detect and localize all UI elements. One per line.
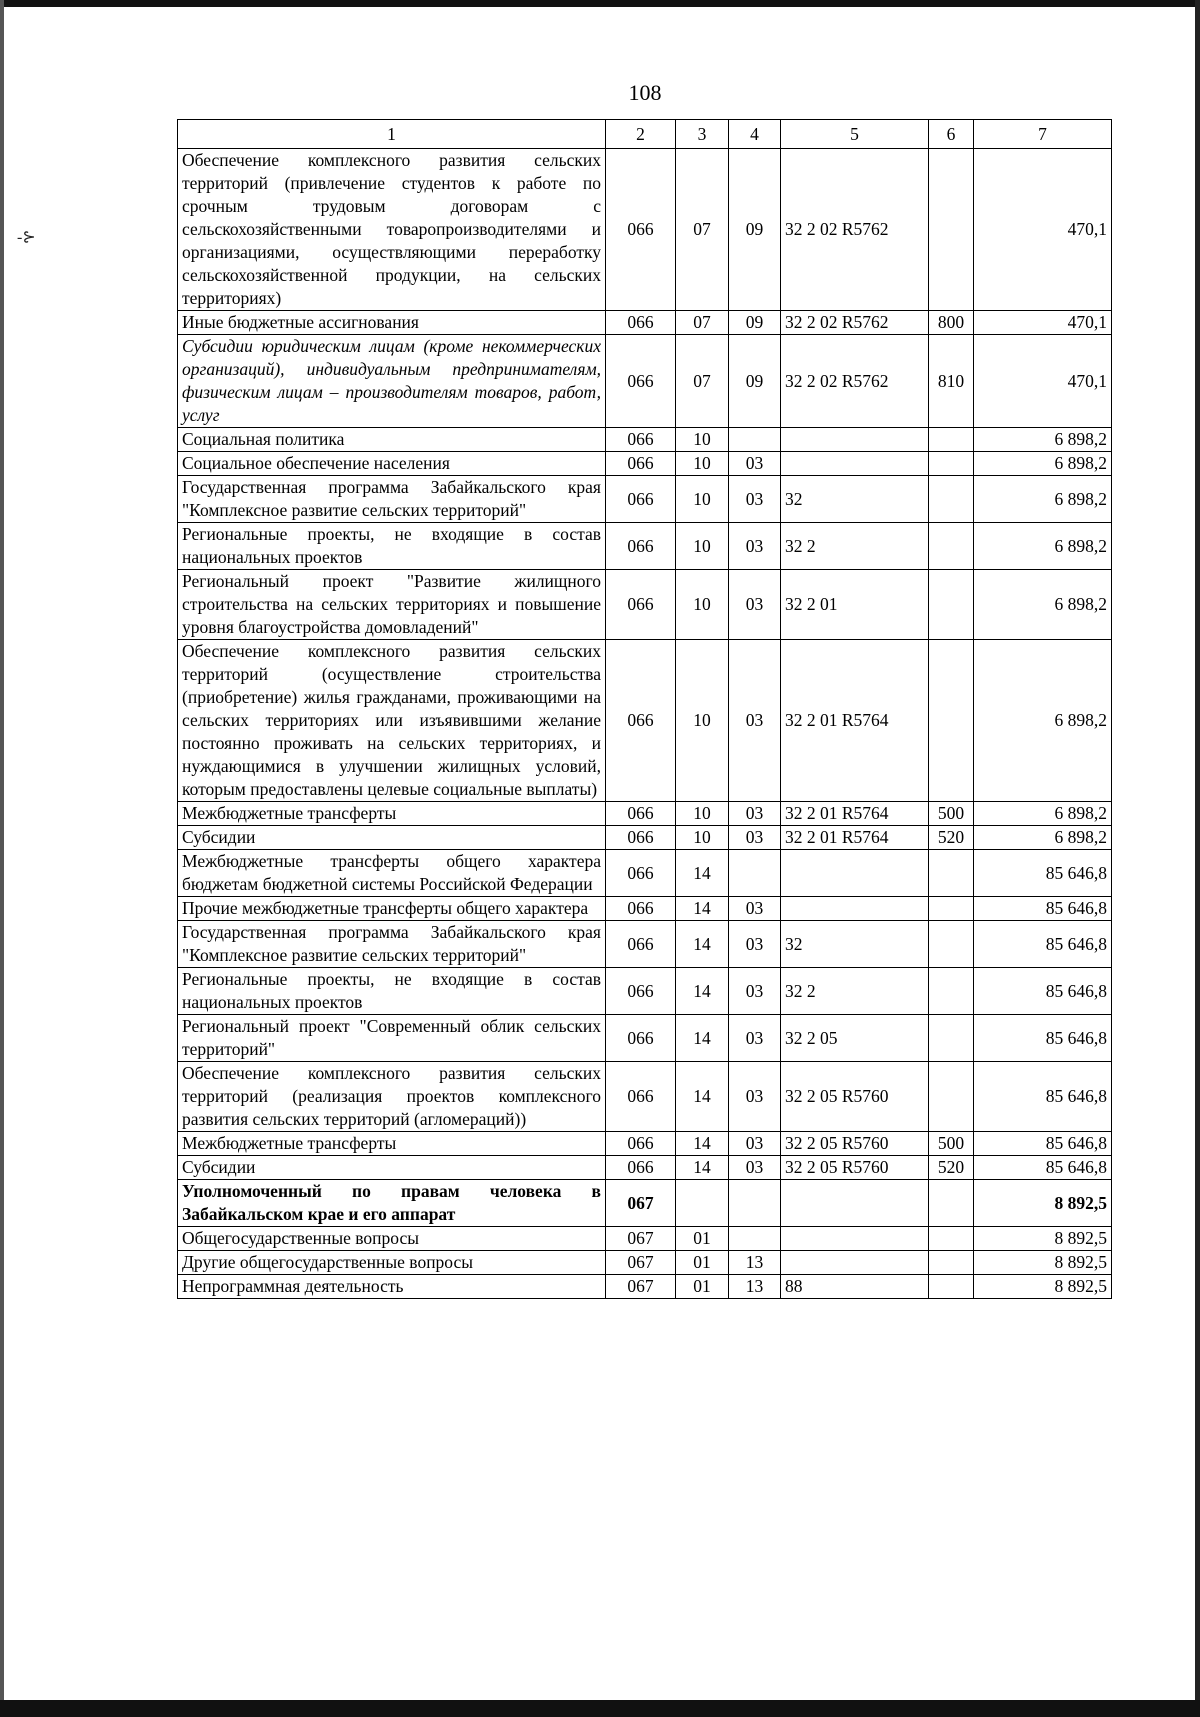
row-section-cell: 14 xyxy=(676,968,729,1015)
row-subsection-cell: 03 xyxy=(729,1062,781,1132)
row-code-cell: 067 xyxy=(606,1251,676,1275)
row-amount-cell: 6 898,2 xyxy=(974,640,1112,802)
table-row xyxy=(178,452,1112,476)
row-amount-cell: 85 646,8 xyxy=(974,850,1112,897)
row-code-cell: 066 xyxy=(606,802,676,826)
row-section-cell: 14 xyxy=(676,921,729,968)
row-section-cell: 10 xyxy=(676,826,729,850)
row-subsection-cell: 13 xyxy=(729,1251,781,1275)
row-amount-cell: 470,1 xyxy=(974,149,1112,311)
row-subsection-cell: 03 xyxy=(729,476,781,523)
table-row xyxy=(178,1132,1112,1156)
row-section-cell: 10 xyxy=(676,570,729,640)
row-target-article-cell: 32 2 01 R5764 xyxy=(781,802,929,826)
row-code-cell: 066 xyxy=(606,452,676,476)
row-expense-type-cell xyxy=(929,1227,974,1251)
row-expense-type-cell xyxy=(929,570,974,640)
row-expense-type-cell xyxy=(929,452,974,476)
row-target-article-cell xyxy=(781,428,929,452)
row-expense-type-cell xyxy=(929,850,974,897)
row-expense-type-cell xyxy=(929,1062,974,1132)
row-expense-type-cell xyxy=(929,968,974,1015)
row-subsection-cell xyxy=(729,850,781,897)
row-subsection-cell: 03 xyxy=(729,897,781,921)
table-row xyxy=(178,1275,1112,1299)
row-subsection-cell xyxy=(729,1180,781,1227)
row-target-article-cell: 32 2 xyxy=(781,968,929,1015)
row-expense-type-cell xyxy=(929,897,974,921)
row-amount-cell: 8 892,5 xyxy=(974,1180,1112,1227)
row-section-cell: 10 xyxy=(676,640,729,802)
row-target-article-cell: 32 2 xyxy=(781,523,929,570)
row-code-cell: 066 xyxy=(606,921,676,968)
column-header-6: 6 xyxy=(929,120,974,149)
row-code-cell: 066 xyxy=(606,149,676,311)
table-row xyxy=(178,1251,1112,1275)
table-row xyxy=(178,640,1112,802)
row-section-cell: 10 xyxy=(676,452,729,476)
row-code-cell: 066 xyxy=(606,1156,676,1180)
row-expense-type-cell xyxy=(929,1251,974,1275)
row-section-cell: 14 xyxy=(676,1062,729,1132)
row-name-cell: Государственная программа Забайкальского края "Комплексное развитие сельских территорий" xyxy=(178,921,606,968)
row-target-article-cell xyxy=(781,452,929,476)
table-row xyxy=(178,476,1112,523)
row-target-article-cell: 32 2 05 R5760 xyxy=(781,1062,929,1132)
row-name-cell: Социальная политика xyxy=(178,428,606,452)
row-subsection-cell xyxy=(729,428,781,452)
row-target-article-cell xyxy=(781,897,929,921)
row-section-cell: 07 xyxy=(676,335,729,428)
row-code-cell: 067 xyxy=(606,1227,676,1251)
row-section-cell: 14 xyxy=(676,1015,729,1062)
row-expense-type-cell xyxy=(929,1275,974,1299)
row-expense-type-cell xyxy=(929,921,974,968)
row-target-article-cell xyxy=(781,1180,929,1227)
row-amount-cell: 6 898,2 xyxy=(974,826,1112,850)
column-header-7: 7 xyxy=(974,120,1112,149)
row-code-cell: 066 xyxy=(606,570,676,640)
row-code-cell: 066 xyxy=(606,826,676,850)
row-amount-cell: 8 892,5 xyxy=(974,1227,1112,1251)
row-subsection-cell: 03 xyxy=(729,523,781,570)
row-expense-type-cell xyxy=(929,523,974,570)
row-amount-cell: 6 898,2 xyxy=(974,428,1112,452)
row-name-cell: Обеспечение комплексного развития сельских территорий (осуществление строительства (приобретение) жилья гражданами, проживающими на сельских территориях или изъявившими желание постоянно проживать на сельских территориях, и нуждающимися в улучшении жилищных условий, которым предоставлены целевые социальные выплаты) xyxy=(178,640,606,802)
row-amount-cell: 6 898,2 xyxy=(974,523,1112,570)
row-expense-type-cell: 500 xyxy=(929,1132,974,1156)
row-code-cell: 066 xyxy=(606,897,676,921)
table-row xyxy=(178,335,1112,428)
row-amount-cell: 85 646,8 xyxy=(974,1156,1112,1180)
table-row xyxy=(178,1156,1112,1180)
row-name-cell: Другие общегосударственные вопросы xyxy=(178,1251,606,1275)
row-subsection-cell: 03 xyxy=(729,802,781,826)
row-subsection-cell: 03 xyxy=(729,570,781,640)
row-name-cell: Субсидии xyxy=(178,1156,606,1180)
row-target-article-cell: 32 xyxy=(781,476,929,523)
row-name-cell: Межбюджетные трансферты xyxy=(178,1132,606,1156)
row-code-cell: 066 xyxy=(606,1132,676,1156)
row-code-cell: 066 xyxy=(606,523,676,570)
table-row xyxy=(178,850,1112,897)
column-header-5: 5 xyxy=(781,120,929,149)
table-header-row xyxy=(178,120,1112,149)
row-target-article-cell: 32 2 02 R5762 xyxy=(781,149,929,311)
row-target-article-cell: 88 xyxy=(781,1275,929,1299)
row-subsection-cell: 03 xyxy=(729,1132,781,1156)
row-section-cell: 07 xyxy=(676,311,729,335)
row-subsection-cell: 13 xyxy=(729,1275,781,1299)
row-expense-type-cell xyxy=(929,428,974,452)
row-amount-cell: 85 646,8 xyxy=(974,921,1112,968)
table-row xyxy=(178,149,1112,311)
row-target-article-cell xyxy=(781,1251,929,1275)
table-row xyxy=(178,921,1112,968)
table-row xyxy=(178,826,1112,850)
row-name-cell: Региональные проекты, не входящие в состав национальных проектов xyxy=(178,968,606,1015)
row-amount-cell: 85 646,8 xyxy=(974,1132,1112,1156)
budget-table xyxy=(177,119,1112,1299)
row-expense-type-cell: 520 xyxy=(929,826,974,850)
row-subsection-cell: 03 xyxy=(729,826,781,850)
row-target-article-cell: 32 2 05 R5760 xyxy=(781,1132,929,1156)
scan-border-bottom xyxy=(0,1700,1200,1717)
row-code-cell: 066 xyxy=(606,428,676,452)
row-section-cell: 14 xyxy=(676,897,729,921)
row-section-cell: 10 xyxy=(676,802,729,826)
row-amount-cell: 6 898,2 xyxy=(974,476,1112,523)
row-code-cell: 067 xyxy=(606,1275,676,1299)
table-row xyxy=(178,897,1112,921)
row-target-article-cell: 32 2 05 R5760 xyxy=(781,1156,929,1180)
row-section-cell: 01 xyxy=(676,1227,729,1251)
row-name-cell: Обеспечение комплексного развития сельских территорий (реализация проектов комплексного развития сельских территорий (агломераций)) xyxy=(178,1062,606,1132)
row-subsection-cell: 03 xyxy=(729,1015,781,1062)
row-target-article-cell: 32 2 02 R5762 xyxy=(781,311,929,335)
table-row xyxy=(178,523,1112,570)
scan-border-top xyxy=(0,0,1200,7)
scan-border-right xyxy=(1195,0,1200,1717)
row-amount-cell: 470,1 xyxy=(974,335,1112,428)
row-expense-type-cell: 500 xyxy=(929,802,974,826)
row-target-article-cell: 32 2 01 xyxy=(781,570,929,640)
row-code-cell: 066 xyxy=(606,968,676,1015)
table-row xyxy=(178,311,1112,335)
row-name-cell: Обеспечение комплексного развития сельских территорий (привлечение студентов к работе по срочным трудовым договорам с сельскохозяйственными товаропроизводителями и организациями, осуществляющими переработку сельскохозяйственной продукции, на сельских территориях) xyxy=(178,149,606,311)
row-target-article-cell: 32 2 01 R5764 xyxy=(781,640,929,802)
row-expense-type-cell xyxy=(929,476,974,523)
row-amount-cell: 6 898,2 xyxy=(974,802,1112,826)
row-target-article-cell: 32 xyxy=(781,921,929,968)
row-code-cell: 066 xyxy=(606,640,676,802)
row-subsection-cell xyxy=(729,1227,781,1251)
row-subsection-cell: 03 xyxy=(729,452,781,476)
row-section-cell: 10 xyxy=(676,523,729,570)
column-header-1: 1 xyxy=(178,120,606,149)
row-subsection-cell: 03 xyxy=(729,921,781,968)
row-target-article-cell xyxy=(781,850,929,897)
row-name-cell: Субсидии xyxy=(178,826,606,850)
row-amount-cell: 85 646,8 xyxy=(974,968,1112,1015)
row-expense-type-cell: 810 xyxy=(929,335,974,428)
row-expense-type-cell xyxy=(929,1015,974,1062)
row-code-cell: 066 xyxy=(606,1015,676,1062)
row-code-cell: 066 xyxy=(606,311,676,335)
row-name-cell: Непрограммная деятельность xyxy=(178,1275,606,1299)
row-name-cell: Государственная программа Забайкальского края "Комплексное развитие сельских территорий" xyxy=(178,476,606,523)
row-amount-cell: 470,1 xyxy=(974,311,1112,335)
row-section-cell: 01 xyxy=(676,1275,729,1299)
page-number: 108 xyxy=(628,80,662,105)
row-name-cell: Региональный проект "Развитие жилищного строительства на сельских территориях и повышение уровня благоустройства домовладений" xyxy=(178,570,606,640)
row-amount-cell: 6 898,2 xyxy=(974,570,1112,640)
row-amount-cell: 85 646,8 xyxy=(974,1062,1112,1132)
row-name-cell: Уполномоченный по правам человека в Забайкальском крае и его аппарат xyxy=(178,1180,606,1227)
row-name-cell: Региональные проекты, не входящие в состав национальных проектов xyxy=(178,523,606,570)
table-row xyxy=(178,1227,1112,1251)
scan-border-left xyxy=(0,0,4,1717)
row-subsection-cell: 03 xyxy=(729,1156,781,1180)
row-name-cell: Межбюджетные трансферты общего характера бюджетам бюджетной системы Российской Федерации xyxy=(178,850,606,897)
row-subsection-cell: 09 xyxy=(729,335,781,428)
row-amount-cell: 6 898,2 xyxy=(974,452,1112,476)
row-section-cell: 07 xyxy=(676,149,729,311)
table-row xyxy=(178,968,1112,1015)
row-expense-type-cell: 800 xyxy=(929,311,974,335)
column-header-4: 4 xyxy=(729,120,781,149)
table-row xyxy=(178,802,1112,826)
row-target-article-cell: 32 2 01 R5764 xyxy=(781,826,929,850)
row-name-cell: Иные бюджетные ассигнования xyxy=(178,311,606,335)
row-expense-type-cell xyxy=(929,1180,974,1227)
row-target-article-cell: 32 2 02 R5762 xyxy=(781,335,929,428)
row-code-cell: 066 xyxy=(606,335,676,428)
row-name-cell: Прочие межбюджетные трансферты общего характера xyxy=(178,897,606,921)
row-expense-type-cell xyxy=(929,640,974,802)
row-expense-type-cell: 520 xyxy=(929,1156,974,1180)
row-name-cell: Социальное обеспечение населения xyxy=(178,452,606,476)
table-row xyxy=(178,1062,1112,1132)
row-section-cell xyxy=(676,1180,729,1227)
row-name-cell: Общегосударственные вопросы xyxy=(178,1227,606,1251)
row-subsection-cell: 09 xyxy=(729,149,781,311)
row-section-cell: 10 xyxy=(676,476,729,523)
row-code-cell: 066 xyxy=(606,476,676,523)
row-section-cell: 01 xyxy=(676,1251,729,1275)
row-section-cell: 10 xyxy=(676,428,729,452)
row-name-cell: Межбюджетные трансферты xyxy=(178,802,606,826)
table-row xyxy=(178,1015,1112,1062)
row-subsection-cell: 03 xyxy=(729,968,781,1015)
row-section-cell: 14 xyxy=(676,850,729,897)
row-code-cell: 066 xyxy=(606,1062,676,1132)
row-target-article-cell xyxy=(781,1227,929,1251)
table-row xyxy=(178,428,1112,452)
row-expense-type-cell xyxy=(929,149,974,311)
row-name-cell: Региональный проект "Современный облик сельских территорий" xyxy=(178,1015,606,1062)
row-section-cell: 14 xyxy=(676,1156,729,1180)
table-row xyxy=(178,1180,1112,1227)
table-row xyxy=(178,570,1112,640)
row-amount-cell: 85 646,8 xyxy=(974,1015,1112,1062)
column-header-2: 2 xyxy=(606,120,676,149)
scan-artifact-mark: -⊱ xyxy=(17,229,36,246)
row-subsection-cell: 03 xyxy=(729,640,781,802)
row-target-article-cell: 32 2 05 xyxy=(781,1015,929,1062)
row-amount-cell: 8 892,5 xyxy=(974,1275,1112,1299)
row-code-cell: 067 xyxy=(606,1180,676,1227)
row-subsection-cell: 09 xyxy=(729,311,781,335)
column-header-3: 3 xyxy=(676,120,729,149)
row-name-cell: Субсидии юридическим лицам (кроме некоммерческих организаций), индивидуальным предпринимателям, физическим лицам – производителям товаров, работ, услуг xyxy=(178,335,606,428)
row-amount-cell: 85 646,8 xyxy=(974,897,1112,921)
row-section-cell: 14 xyxy=(676,1132,729,1156)
table-body xyxy=(178,149,1112,1299)
row-code-cell: 066 xyxy=(606,850,676,897)
row-amount-cell: 8 892,5 xyxy=(974,1251,1112,1275)
